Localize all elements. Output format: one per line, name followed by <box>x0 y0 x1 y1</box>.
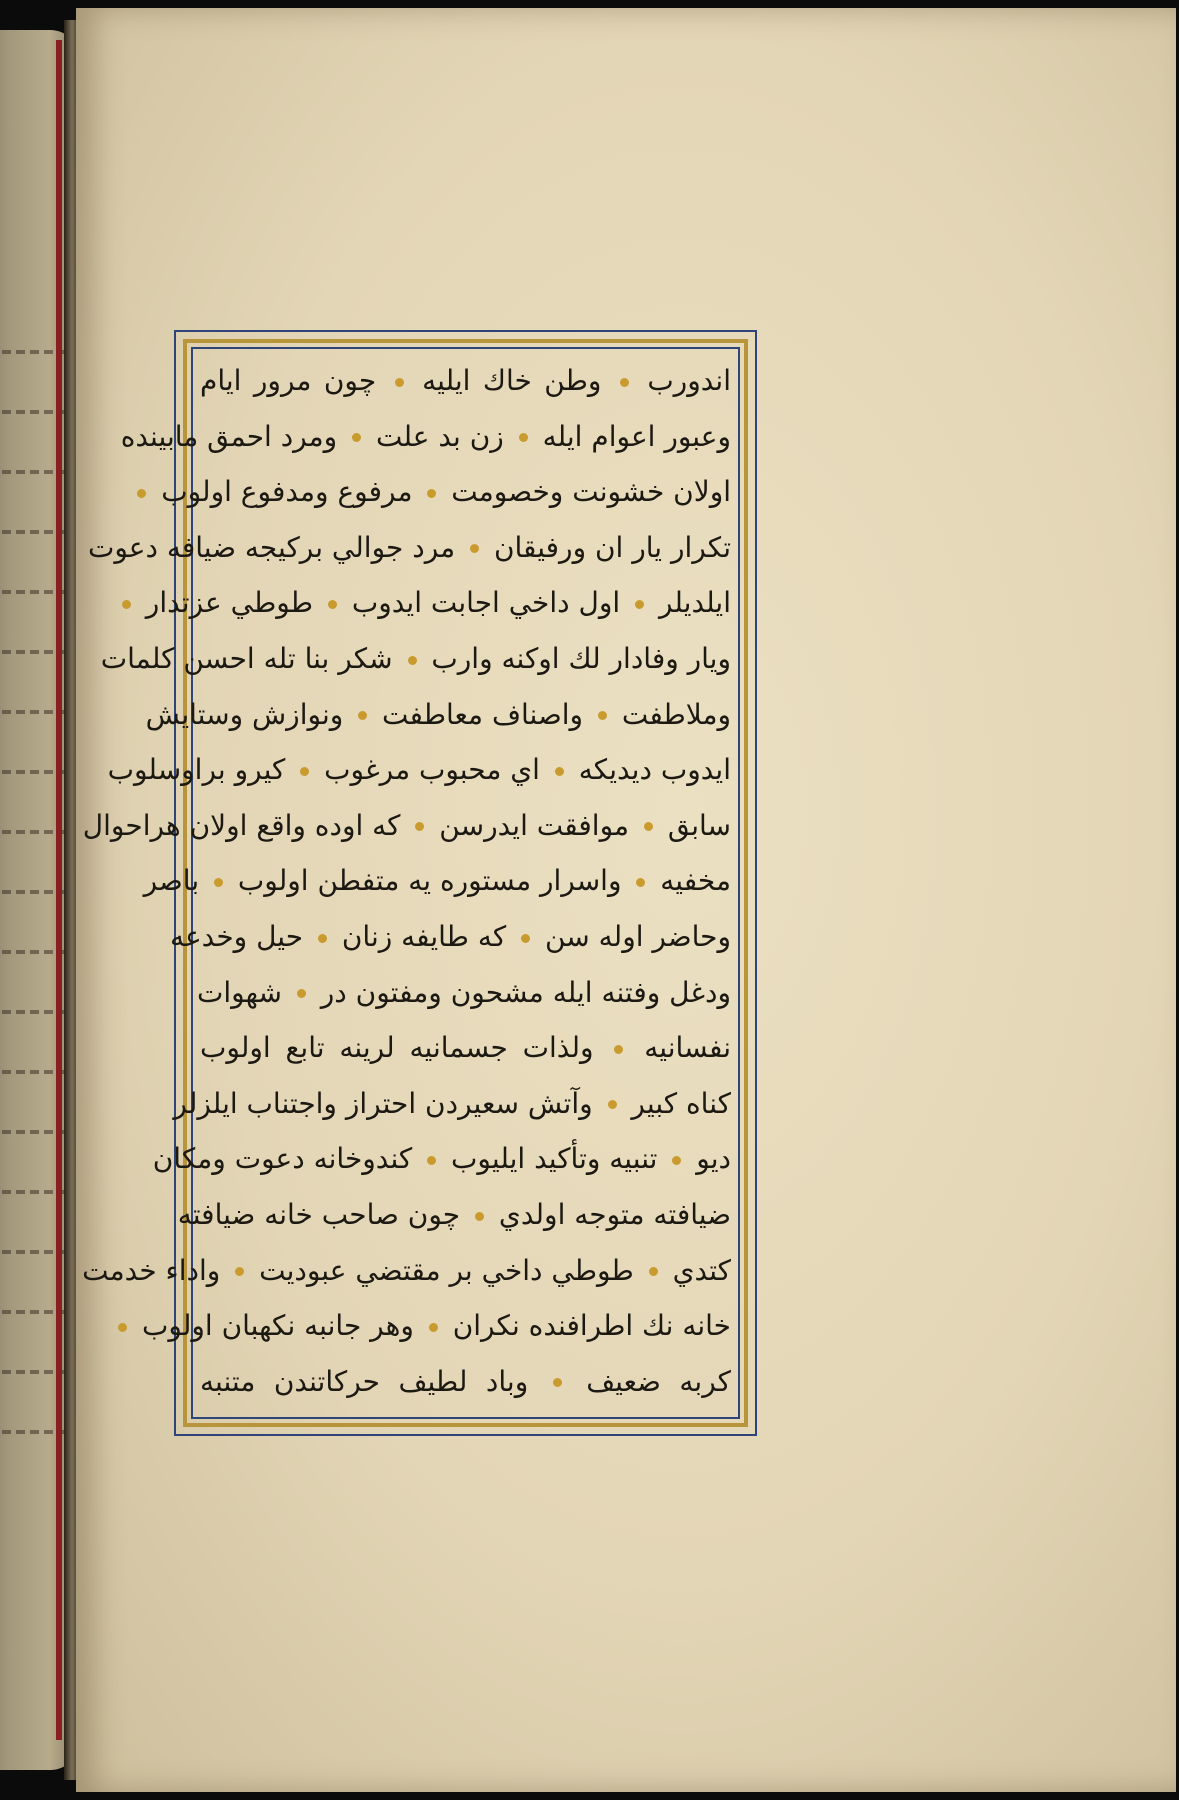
manuscript-line: خانه نك اطرافنده نكران وهر جانبه نكهبان اولوب <box>200 1297 731 1354</box>
gold-verse-dot <box>429 1323 438 1332</box>
gold-verse-dot <box>427 489 436 498</box>
gold-verse-dot <box>608 1100 617 1109</box>
manuscript-line: اولان خشونت وخصومت مرفوع ومدفوع اولوب <box>200 463 731 520</box>
gold-verse-dot <box>408 656 417 665</box>
manuscript-line: ديو تنبيه وتأكيد ايليوب كندوخانه دعوت ومكان <box>152 1142 731 1176</box>
manuscript-line: ضيافته متوجه اولدي چون صاحب خانه ضيافته <box>177 1198 731 1231</box>
manuscript-line: ويار وفادار لك اوكنه وارب شكر بنا تله احسن كلمات <box>100 642 731 675</box>
gold-verse-dot <box>644 822 653 831</box>
gold-verse-dot <box>358 711 367 720</box>
manuscript-line: كتدي طوطي داخي بر مقتضي عبوديت واداء خدمت <box>82 1253 731 1287</box>
gold-verse-dot <box>598 711 607 720</box>
manuscript-line: مخفيه واسرار مستوره يه متفطن اولوب باصر <box>143 864 731 898</box>
gold-verse-dot <box>475 1212 484 1221</box>
gold-verse-dot <box>297 989 306 998</box>
manuscript-line: وملاطفت واصناف معاطفت ونوازش وستايش <box>145 697 731 731</box>
gold-verse-dot <box>415 822 424 831</box>
gold-verse-dot <box>649 1267 658 1276</box>
gold-verse-dot <box>553 1378 562 1387</box>
manuscript-text-block <box>82 352 731 1412</box>
manuscript-line: ايلديلر اول داخي اجابت ايدوب طوطي عزتدار <box>200 574 731 631</box>
manuscript-line: تكرار يار ان ورفيقان مرد جوالي بركيجه ضيافه دعوت <box>87 530 731 564</box>
manuscript-line: وعبور اعوام ايله زن بد علت ومرد احمق مابينده <box>120 419 731 453</box>
gold-verse-dot <box>555 767 564 776</box>
manuscript-line: اندورب وطن خاك ايليه چون مرور ايام <box>200 364 731 397</box>
gold-verse-dot <box>122 600 131 609</box>
gold-verse-dot <box>521 934 530 943</box>
gold-verse-dot <box>672 1156 681 1165</box>
gold-verse-dot <box>519 433 528 442</box>
manuscript-line: كربه ضعيف وباد لطيف حركاتندن متنبه <box>200 1364 731 1398</box>
manuscript-line: نفسانيه ولذات جسمانيه لرينه تابع اولوب <box>200 1031 731 1065</box>
gold-verse-dot <box>620 378 629 387</box>
gold-verse-dot <box>318 934 327 943</box>
manuscript-line: ايدوب ديديكه اي محبوب مرغوب كيرو براوسلوب <box>107 753 731 787</box>
manuscript-line: ودغل وفتنه ايله مشحون ومفتون در شهوات <box>196 975 731 1009</box>
manuscript-line: سابق موافقت ايدرسن كه اوده واقع اولان هراحوال <box>82 808 731 842</box>
gold-verse-dot <box>635 600 644 609</box>
gold-verse-dot <box>427 1156 436 1165</box>
manuscript-line: وحاضر اوله سن كه طايفه زنان حيل وخدعه <box>169 920 731 953</box>
bookmark-ribbon <box>56 40 62 1740</box>
gold-verse-dot <box>214 878 223 887</box>
gold-verse-dot <box>300 767 309 776</box>
gold-verse-dot <box>470 544 479 553</box>
gold-verse-dot <box>137 489 146 498</box>
gold-verse-dot <box>118 1323 127 1332</box>
gold-verse-dot <box>636 878 645 887</box>
gold-verse-dot <box>328 600 337 609</box>
manuscript-line: كناه كبير وآتش سعيردن احتراز واجتناب ايلزلر <box>173 1086 731 1120</box>
gold-verse-dot <box>235 1267 244 1276</box>
gold-verse-dot <box>614 1045 623 1054</box>
gold-verse-dot <box>352 433 361 442</box>
gold-verse-dot <box>395 378 404 387</box>
